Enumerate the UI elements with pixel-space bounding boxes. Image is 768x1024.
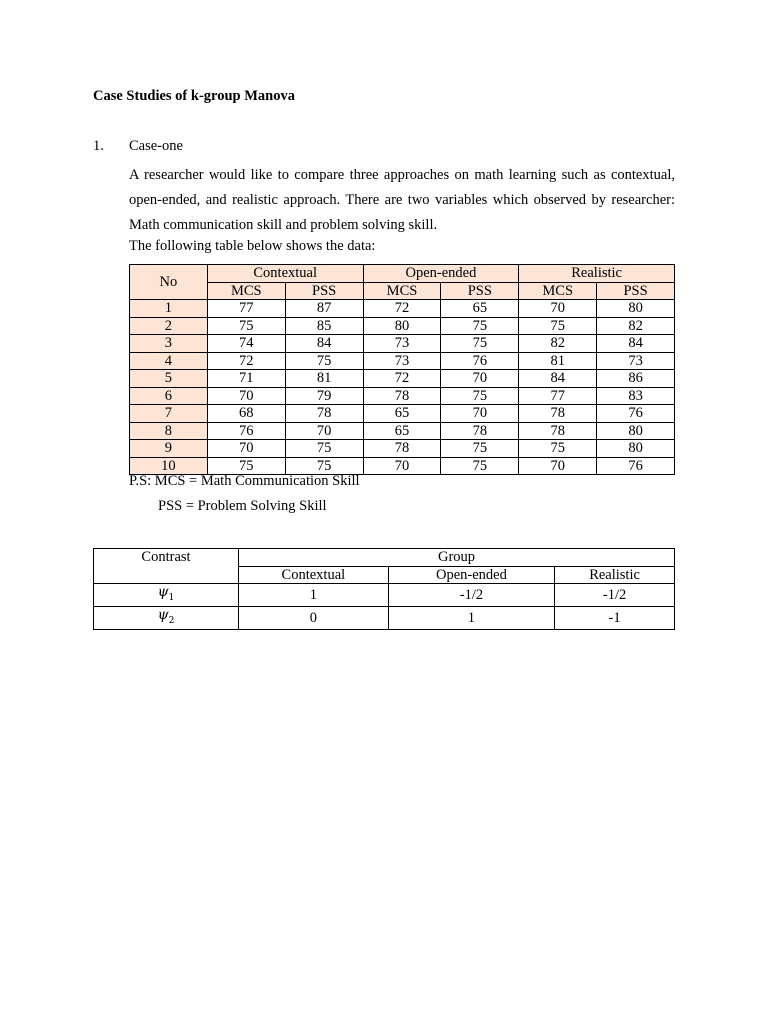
contrast-group-open-ended: Open-ended xyxy=(388,566,554,584)
row-number: 9 xyxy=(130,440,208,458)
variable-header: MCS xyxy=(363,282,441,300)
table-cell: 75 xyxy=(519,440,597,458)
psi-symbol: ψ xyxy=(157,606,169,623)
table-row xyxy=(130,405,675,423)
table-cell: 75 xyxy=(519,317,597,335)
table-cell: 73 xyxy=(363,352,441,370)
contrast-header: Contrast xyxy=(94,549,239,584)
table-row xyxy=(130,370,675,388)
row-number: 3 xyxy=(130,335,208,353)
document-title: Case Studies of k-group Manova xyxy=(93,88,295,104)
note-pss: PSS = Problem Solving Skill xyxy=(158,498,327,514)
data-table xyxy=(129,264,675,475)
table-row xyxy=(130,317,675,335)
table-cell: 80 xyxy=(363,317,441,335)
table-cell: 78 xyxy=(363,387,441,405)
table-cell: 80 xyxy=(597,422,675,440)
psi-subscript: 2 xyxy=(168,615,175,626)
group-header: Group xyxy=(239,549,675,567)
table-cell: 75 xyxy=(441,317,519,335)
table-cell: 78 xyxy=(285,405,363,423)
variable-header: PSS xyxy=(285,282,363,300)
row-number: 2 xyxy=(130,317,208,335)
contrast-coefficient: 0 xyxy=(239,606,389,629)
group-header-row xyxy=(130,265,675,283)
group-header-open-ended: Open-ended xyxy=(363,265,519,283)
table-cell: 78 xyxy=(363,440,441,458)
table-cell: 76 xyxy=(207,422,285,440)
table-cell: 77 xyxy=(519,387,597,405)
contrast-header-row xyxy=(94,549,675,567)
table-row xyxy=(130,300,675,318)
table-cell: 84 xyxy=(285,335,363,353)
table-cell: 75 xyxy=(285,440,363,458)
table-cell: 79 xyxy=(285,387,363,405)
table-cell: 65 xyxy=(441,300,519,318)
table-cell: 86 xyxy=(597,370,675,388)
table-cell: 65 xyxy=(363,405,441,423)
table-cell: 75 xyxy=(441,457,519,475)
table-intro: The following table below shows the data: xyxy=(129,238,376,254)
table-cell: 82 xyxy=(597,317,675,335)
table-cell: 78 xyxy=(441,422,519,440)
table-cell: 75 xyxy=(207,457,285,475)
variable-header: MCS xyxy=(519,282,597,300)
case-description: A researcher would like to compare three approaches on math learning such as contextual, open-ended, and realistic approach. There are two variables which observed by researcher: Math communication skill and problem solving skill. xyxy=(129,167,675,233)
row-number: 4 xyxy=(130,352,208,370)
table-cell: 75 xyxy=(441,335,519,353)
table-cell: 81 xyxy=(519,352,597,370)
table-cell: 83 xyxy=(597,387,675,405)
table-cell: 72 xyxy=(363,300,441,318)
row-number: 7 xyxy=(130,405,208,423)
contrast-table xyxy=(93,548,675,630)
row-number: 5 xyxy=(130,370,208,388)
table-cell: 75 xyxy=(285,352,363,370)
table-cell: 78 xyxy=(519,422,597,440)
group-header-contextual: Contextual xyxy=(207,265,363,283)
table-cell: 75 xyxy=(207,317,285,335)
note-mcs: P.S: MCS = Math Communication Skill xyxy=(129,473,360,489)
table-cell: 70 xyxy=(207,440,285,458)
table-cell: 70 xyxy=(519,457,597,475)
table-cell: 68 xyxy=(207,405,285,423)
variable-header: PSS xyxy=(441,282,519,300)
table-cell: 84 xyxy=(597,335,675,353)
contrast-row xyxy=(94,584,675,607)
table-cell: 82 xyxy=(519,335,597,353)
table-cell: 75 xyxy=(441,387,519,405)
psi-symbol: ψ xyxy=(157,584,169,600)
table-cell: 73 xyxy=(597,352,675,370)
variable-header: MCS xyxy=(207,282,285,300)
table-row xyxy=(130,457,675,475)
table-cell: 71 xyxy=(207,370,285,388)
table-cell: 76 xyxy=(597,457,675,475)
no-header: No xyxy=(130,265,208,300)
table-row xyxy=(130,335,675,353)
contrast-coefficient: 1 xyxy=(388,606,554,629)
table-row xyxy=(130,440,675,458)
table-cell: 85 xyxy=(285,317,363,335)
table-cell: 80 xyxy=(597,440,675,458)
table-row xyxy=(130,352,675,370)
table-cell: 73 xyxy=(363,335,441,353)
variable-header: PSS xyxy=(597,282,675,300)
psi-subscript: 1 xyxy=(168,592,175,603)
table-row xyxy=(130,387,675,405)
table-cell: 81 xyxy=(285,370,363,388)
table-cell: 75 xyxy=(285,457,363,475)
table-cell: 72 xyxy=(207,352,285,370)
contrast-coefficient: -1/2 xyxy=(555,584,675,607)
table-cell: 70 xyxy=(363,457,441,475)
row-number: 1 xyxy=(130,300,208,318)
table-cell: 74 xyxy=(207,335,285,353)
table-cell: 75 xyxy=(441,440,519,458)
table-cell: 80 xyxy=(597,300,675,318)
table-cell: 77 xyxy=(207,300,285,318)
table-row xyxy=(130,422,675,440)
table-cell: 65 xyxy=(363,422,441,440)
row-number: 8 xyxy=(130,422,208,440)
table-cell: 78 xyxy=(519,405,597,423)
contrast-group-contextual: Contextual xyxy=(239,566,389,584)
table-cell: 70 xyxy=(207,387,285,405)
table-cell: 70 xyxy=(285,422,363,440)
group-header-realistic: Realistic xyxy=(519,265,675,283)
contrast-symbol xyxy=(94,584,239,607)
table-cell: 72 xyxy=(363,370,441,388)
table-cell: 76 xyxy=(441,352,519,370)
case-label: Case-one xyxy=(129,138,183,154)
contrast-coefficient: -1/2 xyxy=(388,584,554,607)
table-cell: 84 xyxy=(519,370,597,388)
table-cell: 70 xyxy=(441,370,519,388)
table-cell: 70 xyxy=(441,405,519,423)
contrast-coefficient: -1 xyxy=(555,606,675,629)
table-cell: 76 xyxy=(597,405,675,423)
contrast-symbol xyxy=(94,606,239,629)
table-cell: 87 xyxy=(285,300,363,318)
contrast-coefficient: 1 xyxy=(239,584,389,607)
row-number: 6 xyxy=(130,387,208,405)
row-number: 10 xyxy=(130,457,208,475)
case-number: 1. xyxy=(93,138,104,154)
table-cell: 70 xyxy=(519,300,597,318)
contrast-row xyxy=(94,606,675,629)
contrast-group-realistic: Realistic xyxy=(555,566,675,584)
variable-header-row xyxy=(130,282,675,300)
